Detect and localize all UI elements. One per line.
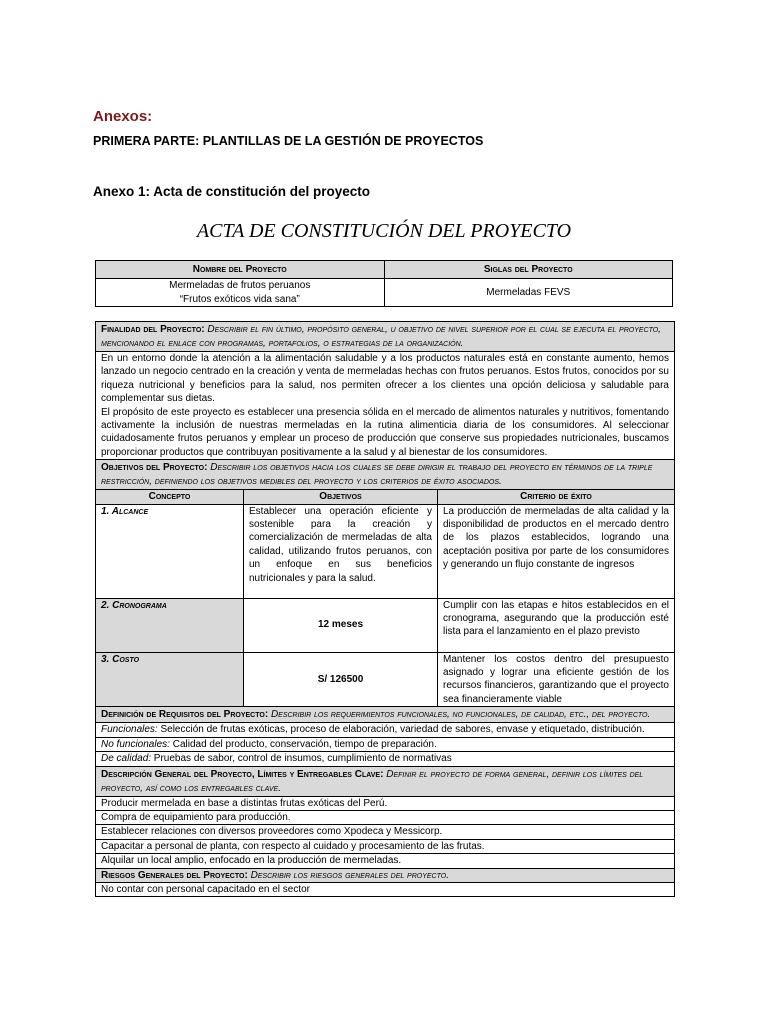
riesgos-label: Riesgos Generales del Proyecto: bbox=[101, 869, 248, 881]
requisitos-label: Definición de Requisitos del Proyecto: bbox=[101, 709, 269, 721]
col-header-criterio: Criterio de éxito bbox=[438, 490, 675, 504]
annex-heading: Anexos: bbox=[93, 108, 153, 125]
requisito-key: Funcionales: bbox=[101, 724, 158, 736]
descripcion-description: Definir el proyecto de forma general, definir los límites del proyecto, así como los entregables clave. bbox=[101, 768, 644, 794]
riesgos-header bbox=[96, 868, 675, 882]
entregable-item: Capacitar a personal de planta, con respecto al cuidado y procesamiento de las frutas. bbox=[96, 839, 675, 853]
riesgos-description: Describir los riesgos generales del proyecto. bbox=[250, 869, 449, 881]
criterion-costo: Mantener los costos dentro del presupuesto asignado y lograr una eficiente gestión de los recursos financieros, garantizando que el proyecto sea financieramente viable bbox=[438, 652, 675, 707]
objetivos-description: Describir los objetivos hacia los cuales se debe dirigir el trabajo del proyecto en términos de la triple restricción, definiendo los objetivos medibles del proyecto y los criterios de éxito asociados. bbox=[101, 462, 653, 488]
entregable-item: Alquilar un local amplio, enfocado en la producción de mermeladas. bbox=[96, 854, 675, 868]
finalidad-header bbox=[96, 322, 675, 352]
objetivos-label: Objetivos del Proyecto: bbox=[101, 462, 208, 474]
requisitos-header bbox=[96, 707, 675, 723]
concept-costo: 3. Costo bbox=[96, 652, 244, 707]
requisito-funcionales bbox=[96, 723, 675, 737]
requisito-value: Calidad del producto, conservación, tiempo de preparación. bbox=[169, 738, 437, 750]
requisito-key: No funcionales: bbox=[101, 738, 170, 750]
requisitos-description: Describir los requerimientos funcionales, no funcionales, de calidad, etc., del proyecto. bbox=[270, 709, 651, 721]
project-acronym-cell: Mermeladas FEVS bbox=[384, 279, 673, 307]
objetivos-header bbox=[96, 460, 675, 490]
riesgo-item: No contar con personal capacitado en el sector bbox=[96, 882, 675, 896]
requisito-calidad bbox=[96, 752, 675, 766]
criterion-cronograma: Cumplir con las etapas e hitos establecidos en el cronograma, asegurando que la producción esté lista para el lanzamiento en el plazo previsto bbox=[438, 598, 675, 652]
objective-alcance: Establecer una operación eficiente y sostenible para la creación y comercialización de mermeladas de alta calidad, utilizando frutos peruanos, con un enfoque en sus beneficios nutricionales y para la salud. bbox=[244, 504, 438, 598]
project-acronym-header: Siglas del Proyecto bbox=[384, 261, 673, 279]
criterion-alcance: La producción de mermeladas de alta calidad y la disponibilidad de productos en el mercado dentro de los plazos establecidos, logrando una aceptación positiva por parte de los consumidores y generando un flujo constante de ingresos bbox=[438, 504, 675, 598]
finalidad-description: Describir el fin último, propósito general, u objetivo de nivel superior por el cual se ejecuta el proyecto, mencionando el enlace con programas, portafolios, o estrategias de la organización. bbox=[101, 324, 661, 349]
descripcion-header bbox=[96, 766, 675, 796]
project-name-line-1: Mermeladas de frutos peruanos bbox=[169, 280, 311, 292]
finalidad-paragraph-1: En un entorno donde la atención a la alimentación saludable y a los productos naturales está en constante aumento, hemos lanzado un negocio centrado en la creación y venta de mermeladas hechas con frutos peruanos. Estos frutos, conocidos por su riqueza nutricional y beneficios para la salud, nos permiten ofrecer a los clientes una opción deliciosa y saludable para complementar sus dietas. bbox=[101, 353, 669, 405]
concept-alcance: 1. Alcance bbox=[96, 504, 244, 598]
requisito-value: Pruebas de sabor, control de insumos, cumplimiento de normativas bbox=[151, 753, 452, 765]
entregable-item: Compra de equipamiento para producción. bbox=[96, 810, 675, 824]
document-title: ACTA DE CONSTITUCIÓN DEL PROYECTO bbox=[196, 220, 572, 242]
annex-title: Anexo 1: Acta de constitución del proyecto bbox=[93, 184, 371, 199]
project-name-cell bbox=[96, 279, 385, 307]
requisito-value: Selección de frutas exóticas, proceso de elaboración, variedad de sabores, envase y etiquetado, distribución. bbox=[157, 724, 645, 736]
requisito-key: De calidad: bbox=[101, 753, 152, 765]
objective-costo: S/ 126500 bbox=[244, 652, 438, 707]
project-name-table bbox=[95, 260, 673, 307]
entregable-item: Establecer relaciones con diversos proveedores como Xpodeca y Messicorp. bbox=[96, 825, 675, 839]
objective-cronograma: 12 meses bbox=[244, 598, 438, 652]
part-title: PRIMERA PARTE: PLANTILLAS DE LA GESTIÓN DE PROYECTOS bbox=[93, 134, 484, 148]
requisito-no-funcionales bbox=[96, 737, 675, 751]
project-name-header: Nombre del Proyecto bbox=[96, 261, 385, 279]
concept-cronograma: 2. Cronograma bbox=[96, 598, 244, 652]
entregable-item: Producir mermelada en base a distintas frutas exóticas del Perú. bbox=[96, 796, 675, 810]
finalidad-body bbox=[96, 352, 675, 460]
project-name-line-2: “Frutos exóticos vida sana” bbox=[179, 293, 300, 305]
charter-table bbox=[95, 321, 675, 897]
descripcion-label: Descripción General del Proyecto, Límites y Entregables Clave: bbox=[101, 768, 384, 780]
col-header-concepto: Concepto bbox=[96, 490, 244, 504]
col-header-objetivos: Objetivos bbox=[244, 490, 438, 504]
finalidad-label: Finalidad del Proyecto: bbox=[101, 324, 205, 335]
finalidad-paragraph-2: El propósito de este proyecto es establecer una presencia sólida en el mercado de alimentos naturales y nutritivos, fomentando activamente la inclusión de nuestras mermeladas en la rutina alimenticia diaria de los consumidores. Al seleccionar cuidadosamente frutos peruanos y emplear un proceso de producción que conserve sus propiedades nutricionales, buscamos proporcionar productos que contribuyan positivamente a la salud y al bienestar de los consumidores. bbox=[101, 406, 669, 458]
